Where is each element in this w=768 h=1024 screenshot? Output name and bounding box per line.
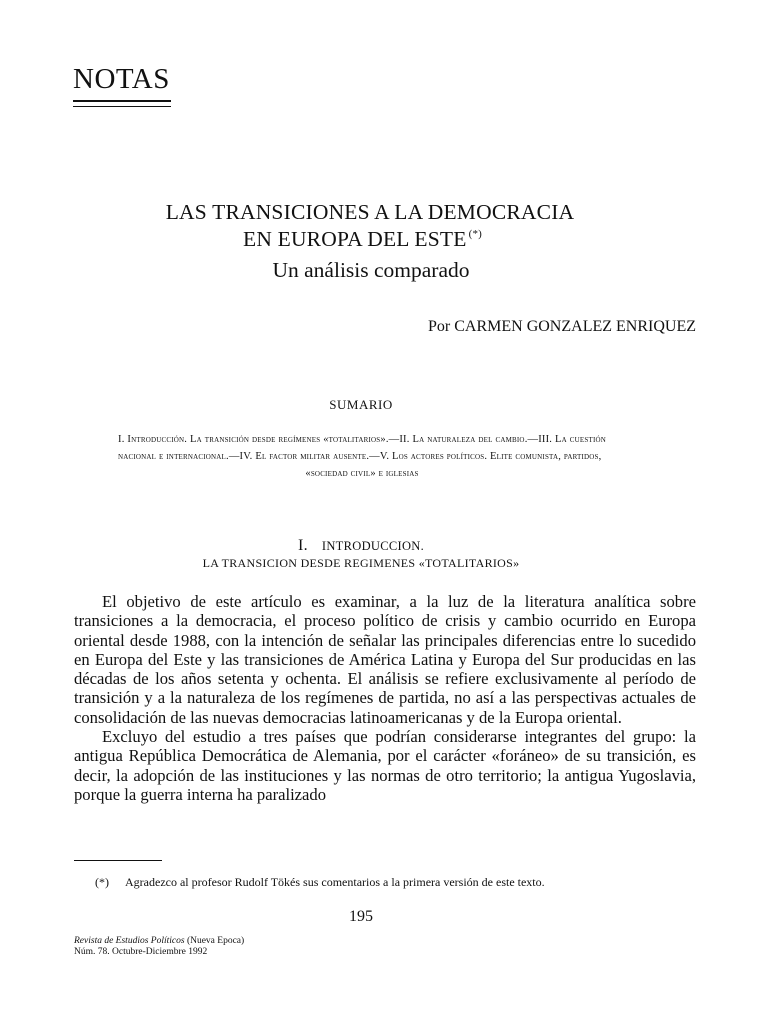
footnote-rule — [74, 860, 162, 861]
paragraph: El objetivo de este artículo es examinar, a la luz de la literatura analítica sobre transiciones a la democracia, el proceso político de crisis y cambio ocurrido en Europa oriental desde 1988, con la intención de señalar las principales diferencias entre lo sucedido en Europa del Este y las transiciones de América Latina y Europa del Sur producidas en las décadas de los años setenta y ochenta. El análisis se refiere exclusivamente al período de transición y a la naturaleza de los regímenes de partida, no así a las perspectivas actuales de consolidación de las nuevas democracias latinoamericanas y de la Europa oriental. — [74, 592, 696, 727]
journal-edition: (Nueva Epoca) — [186, 936, 245, 946]
section-heading: NOTAS — [73, 63, 170, 95]
article-title-text: EN EUROPA DEL ESTE — [242, 227, 467, 251]
summary-body — [118, 431, 606, 482]
footnote-text: Agradezco al profesor Rudolf Tökés sus comentarios a la primera versión de este texto. — [125, 875, 545, 889]
author-byline: Por CARMEN GONZALEZ ENRIQUEZ — [428, 318, 696, 335]
chapter-heading — [0, 537, 722, 555]
chapter-subtitle: LA TRANSICION DESDE REGIMENES «TOTALITARIOS» — [202, 556, 520, 570]
journal-info — [74, 936, 244, 958]
chapter-title: INTRODUCCION. — [321, 539, 425, 553]
article-title-line2 — [0, 227, 725, 252]
article-title-line1: LAS TRANSICIONES A LA DEMOCRACIA — [165, 200, 575, 224]
summary-heading: SUMARIO — [329, 397, 393, 412]
journal-name: Revista de Estudios Políticos — [74, 936, 185, 946]
summary-text: I. Introducción. La transición desde regímenes «totalitarios».—II. La naturaleza del cambio.—III. La cuestión nacional e internacional.—IV. El factor militar ausente.—V. Los actores políticos. Elite comunista, partidos, — [118, 434, 606, 462]
page-number: 195 — [349, 908, 373, 925]
footnote — [95, 875, 545, 890]
title-footnote-mark: (*) — [468, 228, 483, 240]
chapter-number: I. — [297, 537, 308, 554]
body-text — [74, 592, 696, 804]
summary-last-line: «sociedad civil» e iglesias — [305, 468, 419, 479]
section-heading-rule — [73, 100, 171, 107]
journal-issue: Núm. 78. Octubre-Diciembre 1992 — [74, 947, 208, 957]
article-subtitle: Un análisis comparado — [272, 258, 470, 282]
footnote-mark: (*) — [95, 875, 109, 889]
paragraph: Excluyo del estudio a tres países que podrían considerarse integrantes del grupo: la antigua República Democrática de Alemania, por el carácter «foráneo» de su transición, es decir, la adopción de las instituciones y las normas de otro territorio; la antigua Yugoslavia, porque la guerra interna ha paralizado — [74, 727, 696, 804]
